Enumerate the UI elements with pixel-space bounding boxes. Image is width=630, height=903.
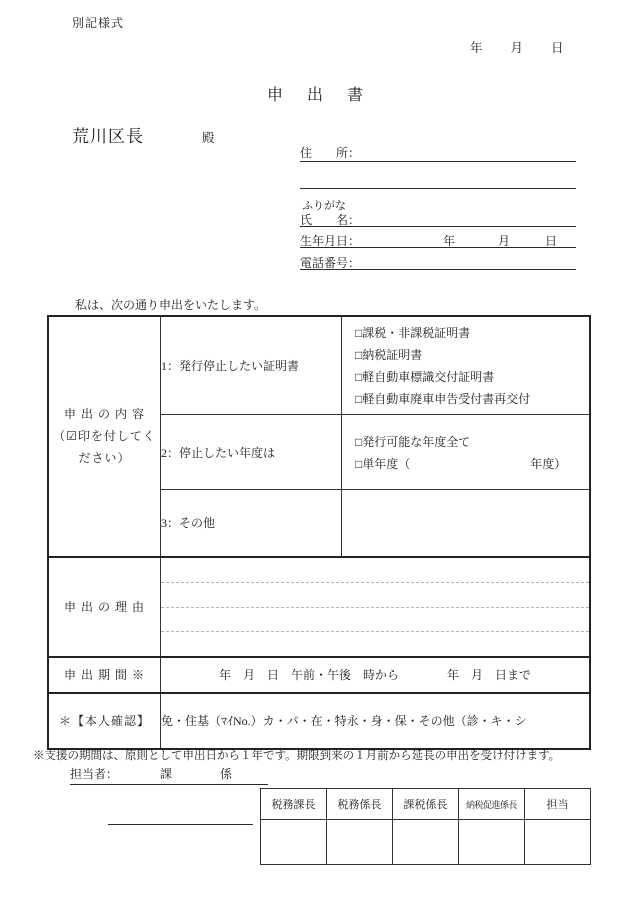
birth-day-label: 日 xyxy=(545,234,558,248)
period-header-cell: 申 出 期 間 ※ xyxy=(48,657,161,693)
ruled-line xyxy=(161,631,589,632)
staff-in-charge-line: 担当者： 課 係 xyxy=(70,765,268,785)
content-header-line3: ださい） xyxy=(78,451,131,466)
approval-stamp-cell xyxy=(261,820,327,865)
phone-label: 電話番号： xyxy=(300,256,361,270)
address-field xyxy=(300,144,576,162)
ruled-line xyxy=(161,582,589,583)
approval-stamp-cell xyxy=(393,820,459,865)
item2-options-cell xyxy=(342,415,591,490)
checkbox-option: □発行可能な年度全て xyxy=(355,434,471,449)
phone-field xyxy=(300,254,576,270)
checkbox-option: □軽自動車標識交付証明書 xyxy=(355,370,495,384)
applicant-info-block xyxy=(300,140,576,280)
birthdate-label: 生年月日： xyxy=(300,234,361,248)
content-header-line2: （☑印を付してく xyxy=(53,429,156,444)
date-day-label: 日 xyxy=(551,41,564,55)
period-value-cell: 年 月 日 午前・午後 時から 年 月 日まで xyxy=(161,657,591,693)
approval-header-tax-subsection-chief: 税務係長 xyxy=(327,789,393,820)
approval-stamp-cell xyxy=(327,820,393,865)
address-label: 住 所： xyxy=(300,146,361,160)
approval-stamp-cell xyxy=(459,820,525,865)
identity-value-cell: 免・住基（ﾏｲNo.）カ・パ・在・特永・身・保・その他（診・キ・シ xyxy=(161,693,591,749)
approval-stamp-table xyxy=(260,788,591,865)
birthdate-field xyxy=(300,232,576,248)
approval-header-taxation-subsection-chief: 課税係長 xyxy=(393,789,459,820)
item2-label: 2：停止したい年度は xyxy=(161,445,276,460)
addressee-honorific: 殿 xyxy=(202,131,215,145)
support-period-footnote: ※支援の期間は、原則として申出日から１年です。期限到来の１月前から延長の申出を受け付けます。 xyxy=(33,750,561,762)
furigana-label: ふりがな xyxy=(302,200,346,212)
form-style-note: 別記様式 xyxy=(72,16,125,30)
identity-header-cell: ＊【本人確認】 xyxy=(48,693,161,749)
date-year-label: 年 xyxy=(470,41,483,55)
item3-blank-cell xyxy=(342,490,591,557)
birth-year-label: 年 xyxy=(443,234,456,248)
date-month-label: 月 xyxy=(510,41,524,55)
item3-label: 3：その他 xyxy=(161,516,216,531)
content-header-cell xyxy=(48,316,161,557)
birth-month-label: 月 xyxy=(498,234,511,248)
checkbox-option: □課税・非課税証明書 xyxy=(355,326,471,340)
application-table xyxy=(47,315,591,750)
addressee xyxy=(72,122,215,147)
item1-label: 1：発行停止したい証明書 xyxy=(161,359,300,373)
item1-label-cell xyxy=(161,316,342,415)
date-line xyxy=(470,38,564,56)
content-header-line1: 申 出 の 内 容 xyxy=(63,407,145,422)
reason-write-in-cell xyxy=(161,557,591,657)
checkbox-option: □納税証明書 xyxy=(355,348,423,362)
address-field-line2 xyxy=(300,172,576,189)
intro-sentence: 私は、次の通り申出をいたします。 xyxy=(75,298,267,312)
approval-header-tax-promotion-chief: 納税促進係長 xyxy=(459,789,525,820)
approval-header-person-in-charge: 担当 xyxy=(525,789,591,820)
signature-line xyxy=(108,824,253,825)
page-title: 申 出 書 xyxy=(266,87,367,104)
name-field xyxy=(300,211,576,227)
approval-stamp-cell xyxy=(525,820,591,865)
ruled-line xyxy=(161,607,589,608)
name-label: 氏 名： xyxy=(300,213,361,227)
approval-header-tax-section-chief: 税務課長 xyxy=(261,789,327,820)
item1-options-cell xyxy=(342,316,591,415)
checkbox-option: □軽自動車廃車申告受付書再交付 xyxy=(355,392,531,406)
item2-label-cell xyxy=(161,415,342,490)
item3-label-cell xyxy=(161,490,342,557)
checkbox-option: □単年度（ 年度） xyxy=(355,456,567,471)
addressee-name: 荒川区長 xyxy=(72,127,144,146)
reason-header-cell: 申 出 の 理 由 xyxy=(48,557,161,657)
